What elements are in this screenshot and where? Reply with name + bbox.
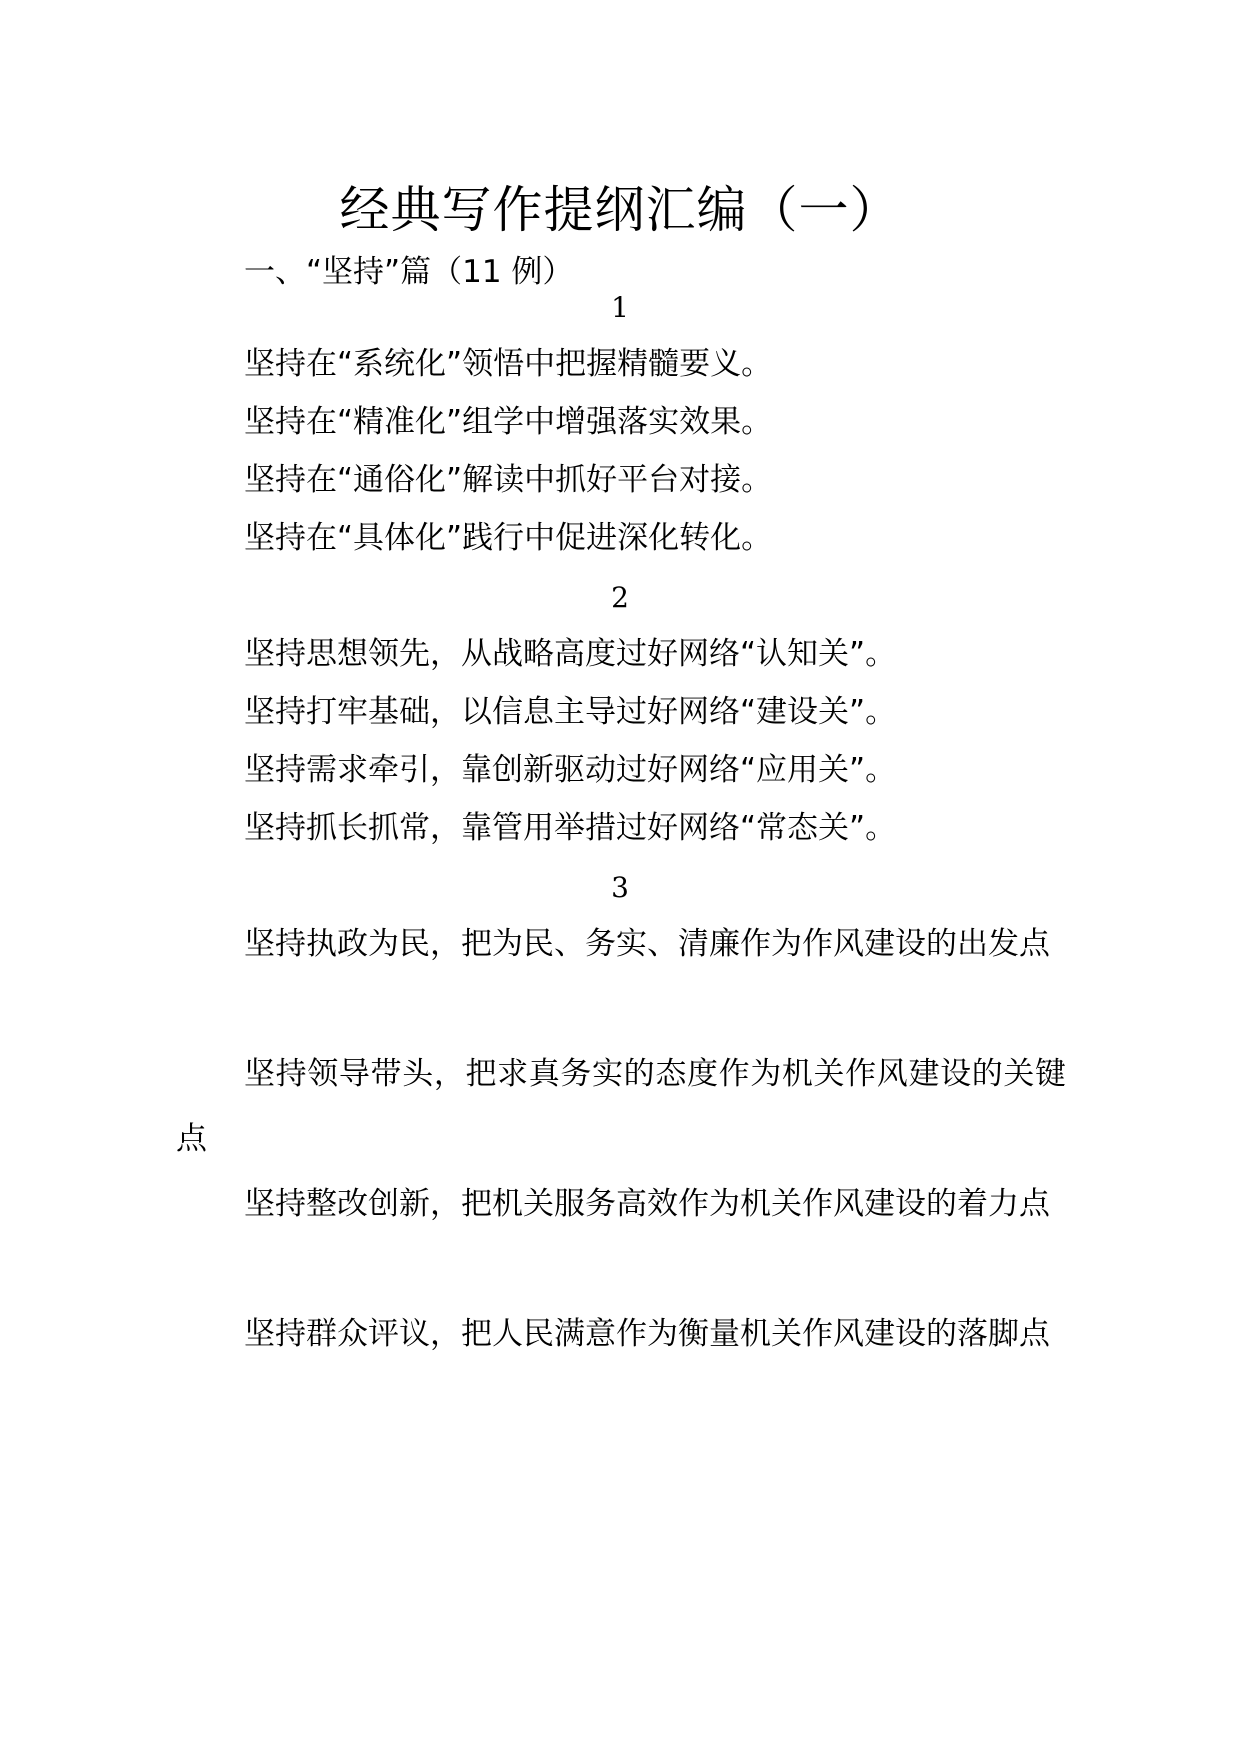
- group-2-line-2: 坚持打牢基础，以信息主导过好网络“建设关”。: [244, 694, 897, 730]
- group-2-line-3: 坚持需求牵引，靠创新驱动过好网络“应用关”。: [244, 752, 897, 788]
- group-1-line-3: 坚持在“通俗化”解读中抓好平台对接。: [244, 462, 773, 498]
- group-number-2: 2: [611, 581, 629, 614]
- group-2-line-4: 坚持抓长抓常，靠管用举措过好网络“常态关”。: [244, 810, 897, 846]
- section-heading: 一、“坚持”篇（11 例）: [244, 254, 574, 290]
- group-number-1: 1: [611, 291, 629, 324]
- group-1-line-4: 坚持在“具体化”践行中促进深化转化。: [244, 520, 773, 556]
- document-title: 经典写作提纲汇编（一）: [339, 181, 901, 239]
- group-2-line-1: 坚持思想领先，从战略高度过好网络“认知关”。: [244, 636, 897, 672]
- group-1-line-2: 坚持在“精准化”组学中增强落实效果。: [244, 404, 773, 440]
- group-3-paragraph-2: 坚持领导带头，把求真务实的态度作为机关作风建设的关键点: [176, 1056, 1066, 1157]
- group-1-line-1: 坚持在“系统化”领悟中把握精髓要义。: [244, 346, 773, 382]
- group-3-paragraph-1: 坚持执政为民，把为民、务实、清廉作为作风建设的出发点: [244, 926, 1050, 962]
- group-number-3: 3: [611, 871, 629, 904]
- group-3-paragraph-3: 坚持整改创新，把机关服务高效作为机关作风建设的着力点: [244, 1186, 1050, 1222]
- group-3-paragraph-4: 坚持群众评议，把人民满意作为衡量机关作风建设的落脚点: [244, 1316, 1050, 1352]
